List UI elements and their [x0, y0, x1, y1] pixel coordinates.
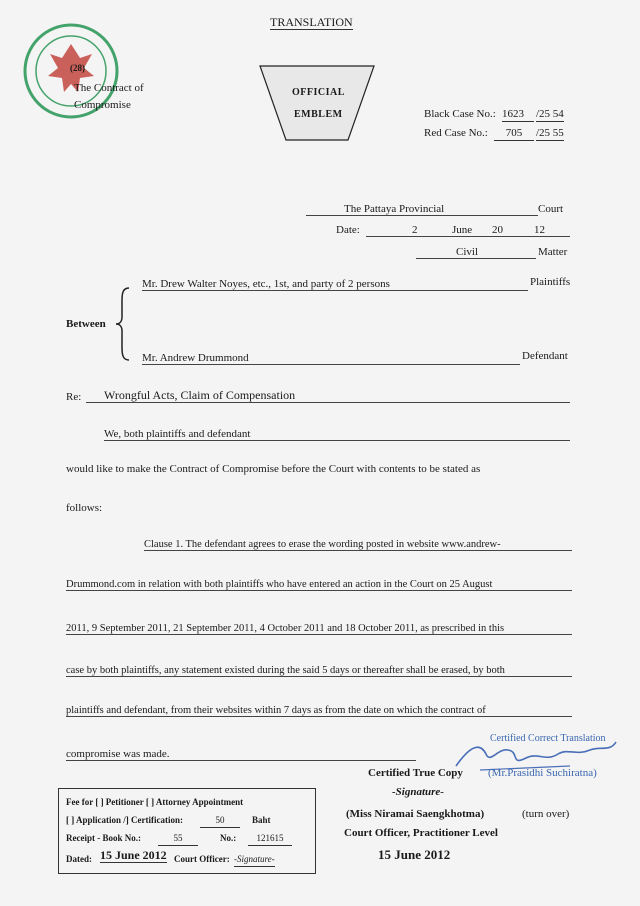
plaintiffs-label: Plaintiffs [530, 276, 571, 288]
between-label: Between [66, 318, 106, 330]
certification-date: 15 June 2012 [378, 847, 451, 862]
defendant-label: Defendant [522, 350, 568, 362]
translator-name: (Mr.Prasidhi Suchiratna) [488, 767, 597, 779]
re-label: Re: [66, 391, 82, 403]
court-officer-signature: -Signature- [234, 853, 275, 867]
document-title: TRANSLATION [270, 15, 353, 29]
translator-stamp: Certified Correct Translation [490, 733, 606, 744]
re-text: Wrongful Acts, Claim of Compensation [104, 388, 296, 402]
emblem-line1: OFFICIAL [292, 87, 345, 98]
date-day: 2 [412, 224, 418, 236]
red-case-year: /25 55 [536, 127, 564, 139]
date-year-b: 12 [534, 224, 545, 236]
court-name: The Pattaya Provincial [344, 203, 445, 215]
red-case-number: 705 [494, 127, 534, 141]
matter-type: Civil [456, 246, 479, 258]
clause1-line6: compromise was made. [66, 748, 170, 760]
fee-line2-label: [ ] Application /] Certification: [66, 815, 183, 825]
fee-line1: Fee for [ ] Petitioner [ ] Attorney Appointment [66, 797, 244, 807]
clause1-line5: plaintiffs and defendant, from their websites within 7 days as from the date on which the contract of [66, 705, 486, 716]
date-month: June [452, 224, 473, 236]
officer-position: Court Officer, Practitioner Level [344, 827, 498, 839]
signature-label: -Signature- [392, 786, 444, 798]
receipt-book: 55 [158, 832, 198, 846]
black-case-year: /25 54 [536, 108, 564, 120]
clause1-line1: Clause 1. The defendant agrees to erase the wording posted in website www.andrew- [144, 539, 501, 550]
clause1-line3: 2011, 9 September 2011, 21 September 2011, 4 October 2011 and 18 October 2011, as prescribed in this [66, 623, 505, 634]
defendant-text: Mr. Andrew Drummond [142, 352, 249, 364]
officer-name: (Miss Niramai Saengkhotma) [346, 808, 485, 820]
official-emblem-icon [258, 64, 376, 142]
court-officer-label: Court Officer: [174, 854, 230, 864]
seal-caption-line2: Compromise [74, 99, 131, 111]
matter-label: Matter [538, 246, 568, 258]
body-line2: would like to make the Contract of Compromise before the Court with contents to be stated as [66, 463, 481, 475]
date-label: Date: [336, 224, 360, 236]
receipt-no-label: No.: [220, 833, 237, 843]
plaintiffs-text: Mr. Drew Walter Noyes, etc., 1st, and party of 2 persons [142, 278, 390, 290]
red-case-label: Red Case No.: [424, 127, 488, 139]
receipt-label: Receipt - Book No.: [66, 833, 141, 843]
seal-caption-line1: The Contract of [74, 82, 144, 94]
seal-number: (28) [70, 63, 85, 73]
dated-label: Dated: [66, 854, 92, 864]
clause1-line2: Drummond.com in relation with both plaintiffs who have entered an action in the Court on 25 August [66, 579, 493, 590]
court-label: Court [538, 203, 564, 215]
brace-icon [115, 287, 131, 361]
turn-over-label: (turn over) [522, 808, 570, 820]
black-case-number: 1623 [502, 108, 534, 122]
receipt-no: 121615 [248, 832, 292, 846]
certified-true-copy: Certified True Copy [368, 767, 463, 779]
date-year-a: 20 [492, 224, 503, 236]
body-line1: We, both plaintiffs and defendant [104, 428, 251, 440]
emblem-line2: EMBLEM [294, 109, 343, 120]
body-line3: follows: [66, 502, 103, 514]
fee-unit: Baht [252, 815, 271, 825]
fee-amount: 50 [200, 814, 240, 828]
black-case-label: Black Case No.: [424, 108, 496, 120]
dated-value: 15 June 2012 [100, 848, 167, 862]
clause1-line4: case by both plaintiffs, any statement existed during the said 5 days or thereafter shall be erased, by both [66, 665, 505, 676]
